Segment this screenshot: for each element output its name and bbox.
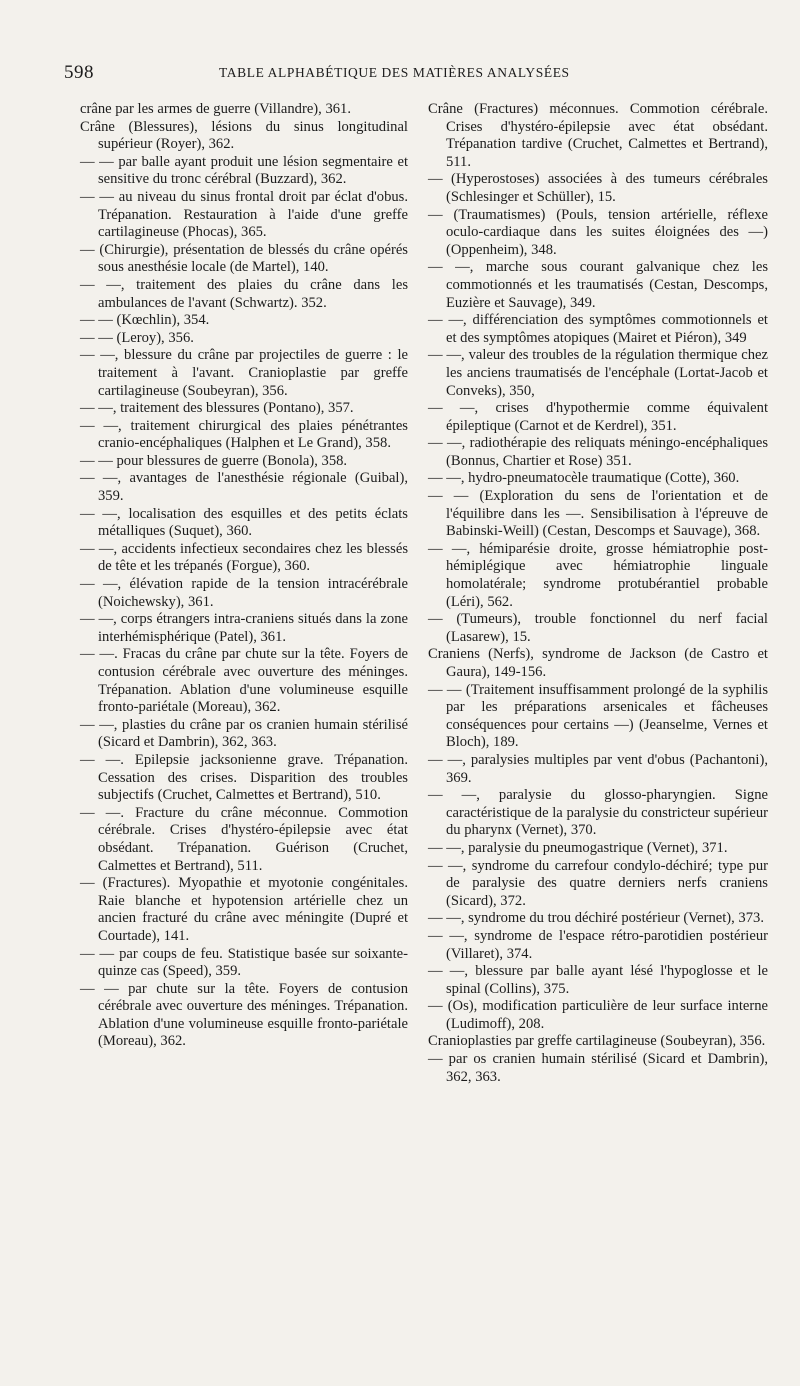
index-entry: — — par chute sur la tête. Foyers de contusion cérébrale avec ouverture des méninges. Trépanation. Ablation d'une volumineuse esquille fronto-pariétale (Moreau), 362. xyxy=(80,980,408,1050)
index-entry: — (Traumatismes) (Pouls, tension artérielle, réflexe oculo-cardiaque dans les suites éloignées des —) (Oppenheim), 348. xyxy=(428,206,768,258)
index-entry: — —, traitement chirurgical des plaies pénétrantes cranio-encéphaliques (Halphen et Le Grand), 358. xyxy=(80,417,408,452)
index-entry: — — au niveau du sinus frontal droit par éclat d'obus. Trépanation. Restauration à l'aide d'une greffe cartilagineuse (Phocas), 365. xyxy=(80,188,408,241)
index-column-left xyxy=(80,101,408,1051)
index-entry: — — par balle ayant produit une lésion segmentaire et sensitive du tronc cérébral (Buzzard), 362. xyxy=(80,153,408,188)
index-entry: — —. Epilepsie jacksonienne grave. Trépanation. Cessation des crises. Disparition des troubles subjectifs (Cruchet, Calmettes et Bertrand), 510. xyxy=(80,751,408,804)
index-entry: — —, traitement des plaies du crâne dans les ambulances de l'avant (Schwartz). 352. xyxy=(80,276,408,311)
index-entry: — —, élévation rapide de la tension intracérébrale (Noichewsky), 361. xyxy=(80,576,408,610)
index-entry: — — par coups de feu. Statistique basée sur soixante-quinze cas (Speed), 359. xyxy=(80,945,408,980)
index-entry: — — (Leroy), 356. xyxy=(80,329,194,346)
index-entry: — —, accidents infectieux secondaires chez les blessés de tête et les trépanés (Forgue), 360. xyxy=(80,540,408,575)
index-entry: — — (Traitement insuffisamment prolongé de la syphilis par les préparations arsenicales et fâcheuses conséquences pour certains —) (Jeanselme, Vernes et Bloch), 189. xyxy=(428,681,768,751)
running-title: TABLE ALPHABÉTIQUE DES MATIÈRES ANALYSÉES xyxy=(219,65,570,80)
index-entry: — —, paralysie du pneumogastrique (Vernet), 371. xyxy=(428,839,728,856)
index-entry: Crâne (Fractures) méconnues. Commotion cérébrale. Crises d'hystéro-épilepsie avec état obsédant. Trépanation tardive (Cruchet, Calmettes et Bertrand), 511. xyxy=(428,101,768,170)
index-entry: — —, syndrome de l'espace rétro-parotidien postérieur (Villaret), 374. xyxy=(428,927,768,962)
index-entry: — (Hyperostoses) associées à des tumeurs cérébrales (Schlesinger et Schüller), 15. xyxy=(428,171,768,205)
index-entry: — —, radiothérapie des reliquats méningo-encéphaliques (Bonnus, Chartier et Rose) 351. xyxy=(428,435,768,469)
index-entry: — —, syndrome du trou déchiré postérieur (Vernet), 373. xyxy=(428,910,764,927)
index-entry: — — (Exploration du sens de l'orientation et de l'équilibre dans les —. Sensibilisation à l'épreuve de Babinski-Weill) (Cestan, Descomps et Sauvage), 368. xyxy=(428,488,768,540)
index-entry: — —, hémiparésie droite, grosse hémiatrophie post-hémiplégique avec hémiatrophie linguale homolatérale; syndrome protubérantiel probable (Léri), 562. xyxy=(428,540,768,610)
index-entry: — par os cranien humain stérilisé (Sicard et Dambrin), 362, 363. xyxy=(428,1051,768,1085)
index-entry: — (Os), modification particulière de leur surface interne (Ludimoff), 208. xyxy=(428,998,768,1032)
index-entry: — — (Kœchlin), 354. xyxy=(80,312,210,329)
index-entry: — —. Fracture du crâne méconnue. Commotion cérébrale. Crises d'hystéro-épilepsie avec état obsédant. Trépanation. Guérison (Cruchet, Calmettes et Bertrand), 511. xyxy=(80,804,408,874)
index-entry: — — pour blessures de guerre (Bonola), 358. xyxy=(80,452,348,469)
index-entry: — (Fractures). Myopathie et myotonie congénitales. Raie blanche et hypotension artérielle chez un ancien fracturé du crâne avec méningite (Dupré et Courtade), 141. xyxy=(80,875,408,944)
index-entry: Cranioplasties par greffe cartilagineuse (Soubeyran), 356. xyxy=(428,1033,766,1050)
index-entry: — —, marche sous courant galvanique chez les commotionnés et les traumatisés (Cestan, Descomps, Euzière et Sauvage), 349. xyxy=(428,259,768,311)
index-entry: — (Chirurgie), présentation de blessés du crâne opérés sous anesthésie locale (de Martel), 140. xyxy=(80,241,408,276)
index-entry: — —, traitement des blessures (Pontano), 357. xyxy=(80,400,354,417)
index-entry: — —, paralysie du glosso-pharyngien. Signe caractéristique de la paralysie du constricteur supérieur du pharynx (Vernet), 370. xyxy=(428,787,768,839)
index-entry: — —, localisation des esquilles et des petits éclats métalliques (Suquet), 360. xyxy=(80,505,408,540)
index-entry: — —, plasties du crâne par os cranien humain stérilisé (Sicard et Dambrin), 362, 363. xyxy=(80,716,408,751)
index-entry: — —, crises d'hypothermie comme équivalent épileptique (Carnot et de Kerdrel), 351. xyxy=(428,400,768,434)
index-entry: — —, hydro-pneumatocèle traumatique (Cotte), 360. xyxy=(428,470,740,487)
index-entry: crâne par les armes de guerre (Villandre), 361. xyxy=(80,101,352,117)
index-entry: — —, avantages de l'anesthésie régionale (Guibal), 359. xyxy=(80,470,408,505)
index-entry: — (Tumeurs), trouble fonctionnel du nerf facial (Lasarew), 15. xyxy=(428,611,768,645)
index-entry: — —, différenciation des symptômes commotionnels et et des symptômes atopiques (Mairet et Piéron), 349 xyxy=(428,312,768,346)
index-entry: — —, corps étrangers intra-craniens situés dans la zone interhémisphérique (Patel), 361. xyxy=(80,611,408,645)
index-entry: — —. Fracas du crâne par chute sur la tête. Foyers de contusion cérébrale avec ouverture des méninges. Trépanation. Ablation d'une volumineuse esquille fronto-pariétale (Moreau), 362. xyxy=(80,646,408,716)
index-entry: Crâne (Blessures), lésions du sinus longitudinal supérieur (Royer), 362. xyxy=(80,118,408,153)
index-entry: — —, paralysies multiples par vent d'obus (Pachantoni), 369. xyxy=(428,751,768,786)
index-column-right xyxy=(428,101,768,1086)
index-entry: — —, blessure du crâne par projectiles de guerre : le traitement à l'avant. Cranioplastie par greffe cartilagineuse (Soubeyran), 356. xyxy=(80,347,408,399)
index-entry: — —, blessure par balle ayant lésé l'hypoglosse et le spinal (Collins), 375. xyxy=(428,963,768,997)
page-number: 598 xyxy=(64,62,94,83)
page-header xyxy=(64,62,776,86)
index-entry: Craniens (Nerfs), syndrome de Jackson (de Castro et Gaura), 149-156. xyxy=(428,646,768,680)
index-entry: — —, syndrome du carrefour condylo-déchiré; type pur de paralysie des quatre derniers nerfs craniens (Sicard), 372. xyxy=(428,857,768,909)
index-entry: — —, valeur des troubles de la régulation thermique chez les anciens traumatisés de l'encéphale (Lortat-Jacob et Conveks), 350, xyxy=(428,347,768,399)
